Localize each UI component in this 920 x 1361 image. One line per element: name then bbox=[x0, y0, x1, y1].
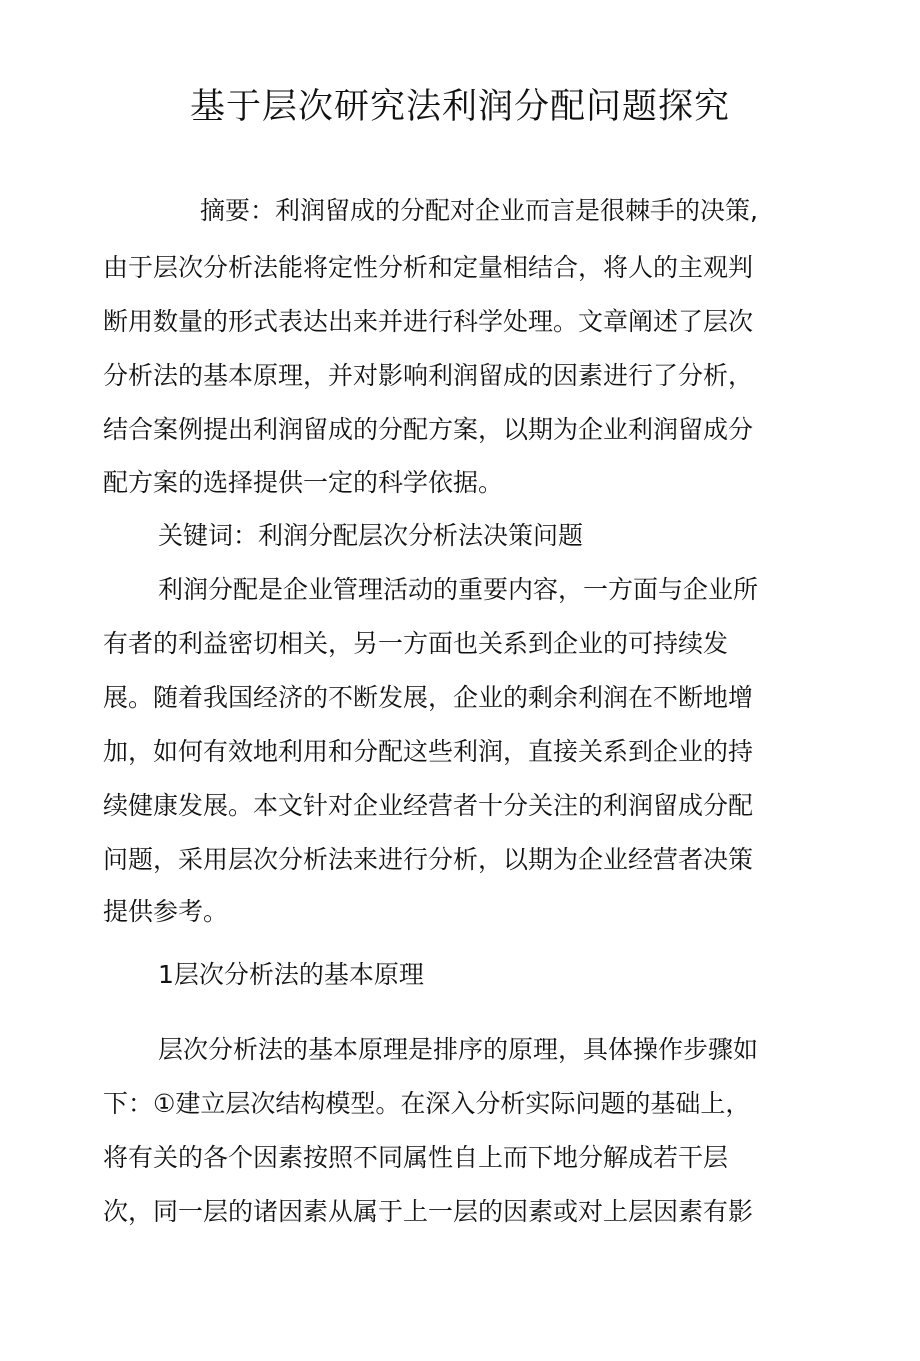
intro-line: 加，如何有效地利用和分配这些利润，直接关系到企业的持 bbox=[103, 737, 754, 766]
abstract-line: 分析法的基本原理，并对影响利润留成的因素进行了分析， bbox=[103, 361, 754, 390]
abstract-line: 结合案例提出利润留成的分配方案，以期为企业利润留成分 bbox=[103, 415, 754, 444]
document-title: 基于层次研究法利润分配问题探究 bbox=[189, 87, 730, 127]
section-heading: 1层次分析法的基本原理 bbox=[158, 960, 424, 989]
section-line: 次，同一层的诸因素从属于上一层的因素或对上层因素有影 bbox=[103, 1197, 754, 1226]
intro-line: 提供参考。 bbox=[103, 897, 229, 926]
intro-line: 有者的利益密切相关，另一方面也关系到企业的可持续发 bbox=[103, 629, 729, 658]
abstract-line: 断用数量的形式表达出来并进行科学处理。文章阐述了层次 bbox=[103, 307, 754, 336]
abstract-line: 摘要：利润留成的分配对企业而言是很棘手的决策, bbox=[200, 196, 758, 225]
intro-line: 利润分配是企业管理活动的重要内容，一方面与企业所 bbox=[158, 575, 759, 604]
intro-line: 问题，采用层次分析法来进行分析，以期为企业经营者决策 bbox=[103, 845, 754, 874]
intro-line: 续健康发展。本文针对企业经营者十分关注的利润留成分配 bbox=[103, 791, 754, 820]
abstract-line: 配方案的选择提供一定的科学依据。 bbox=[103, 468, 504, 497]
abstract-line: 由于层次分析法能将定性分析和定量相结合，将人的主观判 bbox=[103, 253, 754, 282]
section-line: 下：①建立层次结构模型。在深入分析实际问题的基础上， bbox=[103, 1089, 751, 1118]
section-line: 将有关的各个因素按照不同属性自上而下地分解成若干层 bbox=[103, 1143, 729, 1172]
keywords: 关键词：利润分配层次分析法决策问题 bbox=[158, 521, 584, 550]
intro-line: 展。随着我国经济的不断发展，企业的剩余利润在不断地增 bbox=[103, 683, 754, 712]
section-line: 层次分析法的基本原理是排序的原理，具体操作步骤如 bbox=[158, 1035, 759, 1064]
